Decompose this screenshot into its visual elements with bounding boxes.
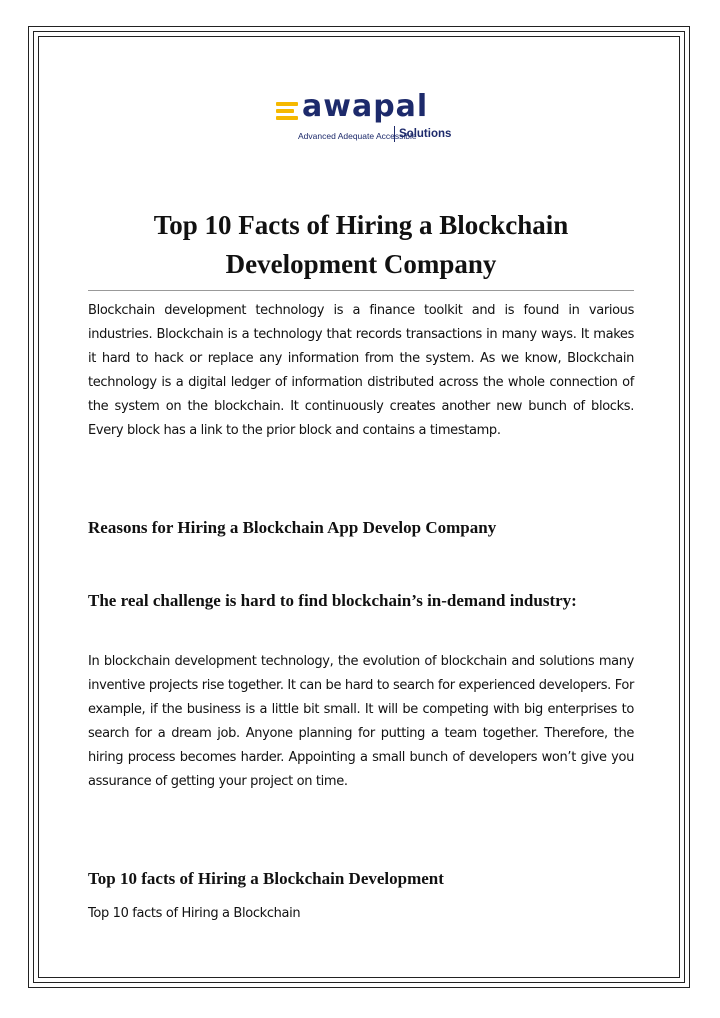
heading-reasons: Reasons for Hiring a Blockchain App Develop Company	[88, 518, 497, 537]
awapal-logo	[276, 89, 452, 154]
logo-tagline: Advanced Adequate Accessible	[298, 131, 417, 141]
heading-challenge: The real challenge is hard to find blockchain’s in-demand industry:	[88, 591, 577, 610]
document-title: Top 10 Facts of Hiring a Blockchain Development Company	[88, 206, 634, 291]
logo-lines-icon	[276, 102, 302, 124]
page-border-inner	[38, 36, 680, 978]
intro-paragraph: Blockchain development technology is a finance toolkit and is found in various industries. Blockchain is a technology that records transactions in many ways. It makes it hard to hack or replace any information from the system. As we know, Blockchain technology is a digital ledger of information distributed across the whole connection of the system on the blockchain. It continuously creates another new bunch of blocks. Every block has a link to the prior block and contains a timestamp.	[88, 303, 634, 438]
challenge-paragraph: In blockchain development technology, the evolution of blockchain and solutions many inventive projects rise together. It can be hard to search for experienced developers. For example, if the business is a little bit small. It will be competing with big enterprises to search for a dream job. Anyone planning for putting a team together. Therefore, the hiring process becomes harder. Appointing a small bunch of developers won’t give you assurance of getting your project on time.	[88, 654, 634, 789]
logo-solutions: Solutions	[394, 126, 451, 142]
final-line: Top 10 facts of Hiring a Blockchain	[88, 906, 301, 921]
logo-wordmark: awapal	[302, 89, 429, 124]
heading-top10: Top 10 facts of Hiring a Blockchain Development	[88, 869, 444, 888]
